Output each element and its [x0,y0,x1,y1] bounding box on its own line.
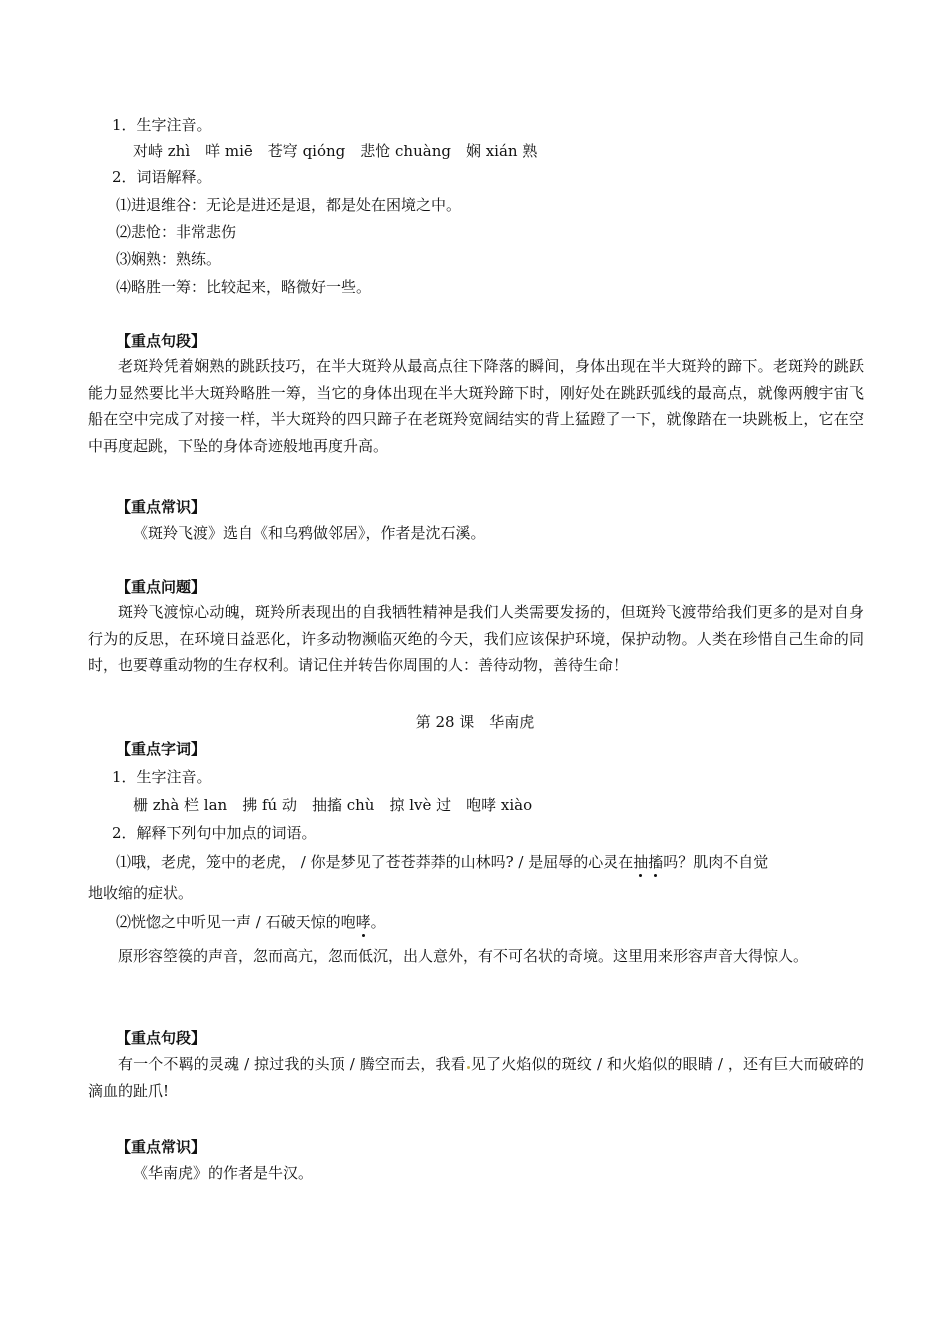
key-sentence-paragraph [88,1051,864,1104]
item-text: 吗？肌肉不自觉 [663,853,769,871]
dotted-word: 搐 [648,853,664,871]
vocab-pinyin-line: 对峙 zhì 咩 miē 苍穹 qióng 悲怆 chuàng 娴 xián 熟 [133,142,538,160]
key-words-heading: 【重点字词】 [116,740,207,758]
key-knowledge-text: 《华南虎》的作者是牛汉。 [133,1164,314,1182]
explain-paragraph: 原形容箜篌的声音，忽而高亢，忽而低沉，出人意外，有不可名状的奇境。这里用来形容声音大得惊人。 [118,947,809,965]
item-text: ⑵恍惚之中听见一声 / 石破天惊的咆 [116,913,356,931]
key-question-heading: 【重点问题】 [116,578,207,596]
key-sentence-paragraph: 老斑羚凭着娴熟的跳跃技巧，在半大斑羚从最高点往下降落的瞬间，身体出现在半大斑羚的蹄下。老斑羚的跳跃能力显然要比半大斑羚略胜一筹，当它的身体出现在半大斑羚蹄下时，刚好处在跳跃弧线的最高点，就像两艘宇宙飞船在空中完成了对接一样，半大斑羚的四只蹄子在老斑羚宽阔结实的背上猛蹬了一下，就像踏在一块跳板上，它在空中再度起跳，下坠的身体奇迹般地再度升高。 [88,357,864,455]
key-knowledge-heading: 【重点常识】 [116,498,207,516]
sentence-text: 有一个不羁的灵魂 / 掠过我的头顶 / 腾空而去，我看 [118,1055,466,1073]
key-knowledge-heading: 【重点常识】 [116,1138,207,1156]
dotted-word: 哮 [355,913,371,931]
sentence-text: 见了火焰似的斑纹 / 和火焰似的眼睛 / ，还有巨大而破碎的滴血的趾爪! [88,1055,864,1100]
vocab-pinyin-line: 栅 zhà 栏 lan 拂 fú 动 抽搐 chù 掠 lvè 过 咆哮 xiào [133,796,533,814]
explanation-item: ⑴进退维谷：无论是进还是退，都是处在困境之中。 [116,196,462,214]
dotted-word: 抽 [633,853,649,871]
item-text: ⑴哦，老虎，笼中的老虎， / 你是梦见了苍苍莽莽的山林吗? / 是屈辱的心灵在 [116,853,634,871]
explain-item-1 [116,851,768,873]
item-text: 。 [370,913,386,931]
highlight-mark [467,1066,470,1069]
explain-item-1-continued: 地收缩的症状。 [88,884,194,902]
explain-heading: 2．词语解释。 [112,168,212,186]
key-sentence-heading: 【重点句段】 [116,332,207,350]
explanation-item: ⑷略胜一筹：比较起来，略微好一些。 [116,278,372,296]
explain-item-2 [116,911,386,933]
vocab-heading: 1．生字注音。 [112,768,212,786]
vocab-heading: 1．生字注音。 [112,116,212,134]
key-question-paragraph: 斑羚飞渡惊心动魄，斑羚所表现出的自我牺牲精神是我们人类需要发扬的，但斑羚飞渡带给我们更多的是对自身行为的反思，在环境日益恶化，许多动物濒临灭绝的今天，我们应该保护环境，保护动物。人类在珍惜自己生命的同时，也要尊重动物的生存权利。请记住并转告你周围的人：善待动物，善待生命！ [88,603,864,674]
key-knowledge-text: 《斑羚飞渡》选自《和乌鸦做邻居》，作者是沈石溪。 [133,524,486,542]
explanation-item: ⑶娴熟：熟练。 [116,250,222,268]
lesson-title: 第 28 课 华南虎 [415,713,535,731]
explain-heading: 2．解释下列句中加点的词语。 [112,824,317,842]
explanation-item: ⑵悲怆：非常悲伤 [116,223,237,241]
key-sentence-heading: 【重点句段】 [116,1029,207,1047]
